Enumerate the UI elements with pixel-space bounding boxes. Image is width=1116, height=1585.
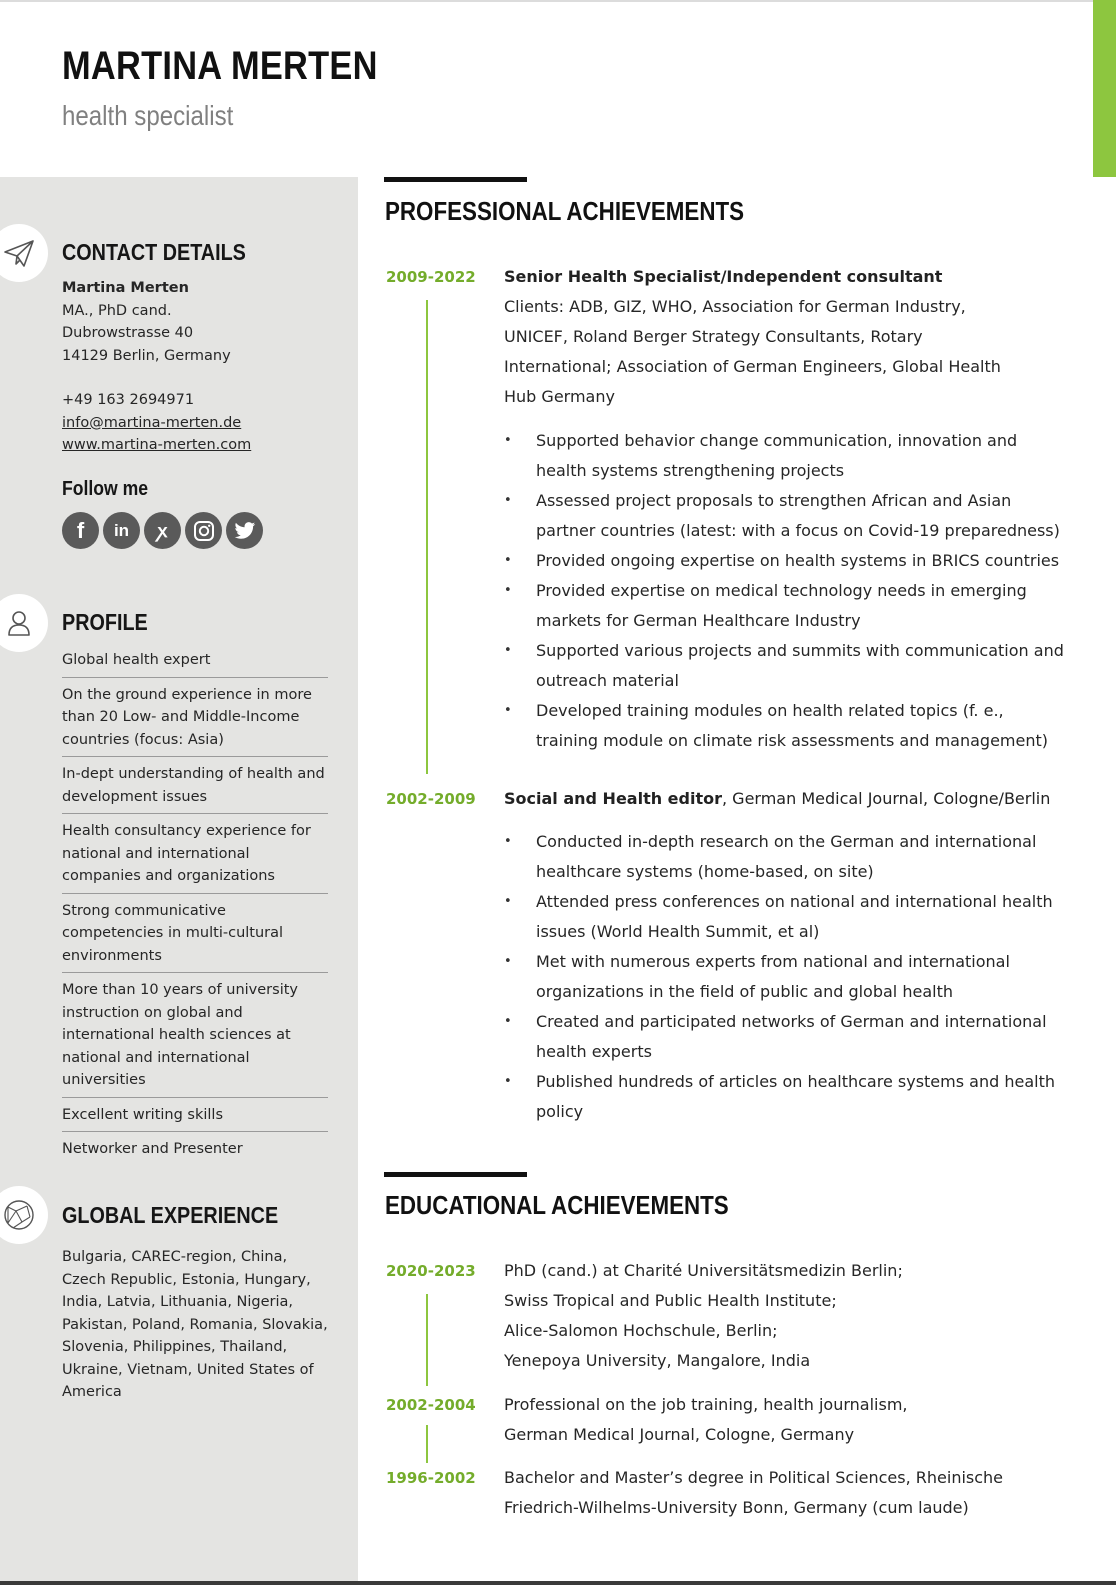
list-item: • Assessed project proposals to strengthen African and Asian partner countries (latest: with a focus on Covid-19 preparedness) [504, 486, 1064, 546]
contact-heading: CONTACT DETAILS [62, 239, 246, 265]
contact-phone: +49 163 2694971 [62, 392, 195, 408]
entry-years: 2002-2004 [386, 1396, 476, 1414]
entry-employer: , German Medical Journal, Cologne/Berlin [722, 789, 1051, 808]
section-rule [384, 1172, 527, 1177]
education-line: Friedrich-Wilhelms-University Bonn, Germany (cum laude) [504, 1498, 969, 1517]
entry-years: 2002-2009 [386, 790, 476, 808]
education-entry [504, 1256, 1064, 1376]
list-item: • Conducted in-depth research on the German and international healthcare systems (home-based, on site) [504, 827, 1064, 887]
timeline-line [426, 300, 428, 774]
entry-description: Clients: ADB, GIZ, WHO, Association for German Industry, UNICEF, Roland Berger Strategy Consultants, Rotary International; Association of German Engineers, Global Health Hub Germany [504, 297, 1001, 406]
entry-bullets [504, 827, 1064, 1127]
education-entry [504, 1390, 1064, 1450]
education-line: Swiss Tropical and Public Health Institute; [504, 1291, 837, 1310]
timeline-line [426, 1425, 428, 1463]
education-line: Professional on the job training, health journalism, [504, 1395, 908, 1414]
education-heading: EDUCATIONAL ACHIEVEMENTS [385, 1190, 729, 1220]
entry-years: 1996-2002 [386, 1469, 476, 1487]
list-item: Strong communicative competencies in multi-cultural environments [62, 894, 328, 974]
entry-years: 2020-2023 [386, 1262, 476, 1280]
top-border [0, 0, 1116, 2]
linkedin-glyph: in [113, 520, 130, 540]
entry-role: Social and Health editor [504, 789, 722, 808]
section-rule [384, 177, 527, 182]
xing-icon[interactable] [144, 512, 181, 549]
list-item: In-dept understanding of health and development issues [62, 757, 328, 814]
global-experience-heading: GLOBAL EXPERIENCE [62, 1202, 279, 1228]
list-item: More than 10 years of university instruction on global and international health sciences at national and international universities [62, 973, 328, 1098]
entry-years: 2009-2022 [386, 268, 476, 286]
list-item: Global health expert [62, 645, 328, 678]
linkedin-icon[interactable] [103, 512, 140, 549]
instagram-icon[interactable] [185, 512, 222, 549]
follow-heading: Follow me [62, 478, 149, 500]
facebook-glyph: f [76, 517, 85, 543]
profile-list [62, 645, 328, 1166]
contact-details [62, 277, 251, 457]
profile-heading: PROFILE [62, 609, 148, 635]
contact-degree: MA., PhD cand. [62, 302, 172, 319]
list-item: • Supported behavior change communication, innovation and health systems strengthening projects [504, 426, 1064, 486]
list-item: • Provided ongoing expertise on health systems in BRICS countries [504, 546, 1064, 576]
education-line: PhD (cand.) at Charité Universitätsmedizin Berlin; [504, 1261, 903, 1280]
education-entry [504, 1463, 1064, 1523]
list-item: • Created and participated networks of German and international health experts [504, 1007, 1064, 1067]
xing-glyph: ꭗ [157, 520, 168, 542]
person-name: MARTINA MERTEN [62, 44, 378, 88]
timeline-line [426, 1294, 428, 1386]
contact-street: Dubrowstrasse 40 [62, 325, 194, 341]
list-item: • Developed training modules on health related topics (f. e., training module on climate risk assessments and management) [504, 696, 1064, 756]
contact-city: 14129 Berlin, Germany [62, 347, 231, 364]
social-links [62, 512, 263, 549]
entry-role: Senior Health Specialist/Independent consultant [504, 267, 943, 286]
education-line: German Medical Journal, Cologne, Germany [504, 1425, 855, 1444]
education-line: Bachelor and Master’s degree in Political Sciences, Rheinische [504, 1468, 1004, 1487]
contact-email-link[interactable]: info@martina-merten.de [62, 414, 242, 431]
facebook-icon[interactable] [62, 512, 99, 549]
professional-heading: PROFESSIONAL ACHIEVEMENTS [385, 196, 745, 226]
accent-bar [1093, 0, 1116, 177]
bottom-border [0, 1581, 1116, 1585]
list-item: Health consultancy experience for national and international companies and organizations [62, 814, 328, 894]
list-item: • Provided expertise on medical technology needs in emerging markets for German Healthcare Industry [504, 576, 1064, 636]
twitter-icon[interactable] [226, 512, 263, 549]
list-item: • Supported various projects and summits with communication and outreach material [504, 636, 1064, 696]
list-item: • Met with numerous experts from national and international organizations in the field of public and global health [504, 947, 1064, 1007]
education-line: Yenepoya University, Mangalore, India [504, 1351, 811, 1370]
contact-name: Martina Merten [62, 280, 189, 296]
entry-bullets [504, 426, 1064, 756]
entry-title [504, 262, 942, 292]
list-item: • Published hundreds of articles on healthcare systems and health policy [504, 1067, 1064, 1127]
education-line: Alice-Salomon Hochschule, Berlin; [504, 1321, 778, 1340]
list-item: Networker and Presenter [62, 1141, 243, 1157]
list-item: Excellent writing skills [62, 1098, 328, 1133]
countries-list: Bulgaria, CAREC-region, China, Czech Republic, Estonia, Hungary, India, Latvia, Lithuania, Nigeria, Pakistan, Poland, Romania, Slovakia, Slovenia, Philippines, Thailand, Ukraine, Vietnam, United States of America [62, 1249, 328, 1400]
entry-title [504, 784, 1050, 814]
job-title: health specialist [62, 100, 234, 131]
list-item: On the ground experience in more than 20 Low- and Middle-Income countries (focus: Asia) [62, 678, 328, 758]
contact-website-link[interactable]: www.martina-merten.com [62, 437, 252, 453]
list-item: • Attended press conferences on national and international health issues (World Health Summit, et al) [504, 887, 1064, 947]
